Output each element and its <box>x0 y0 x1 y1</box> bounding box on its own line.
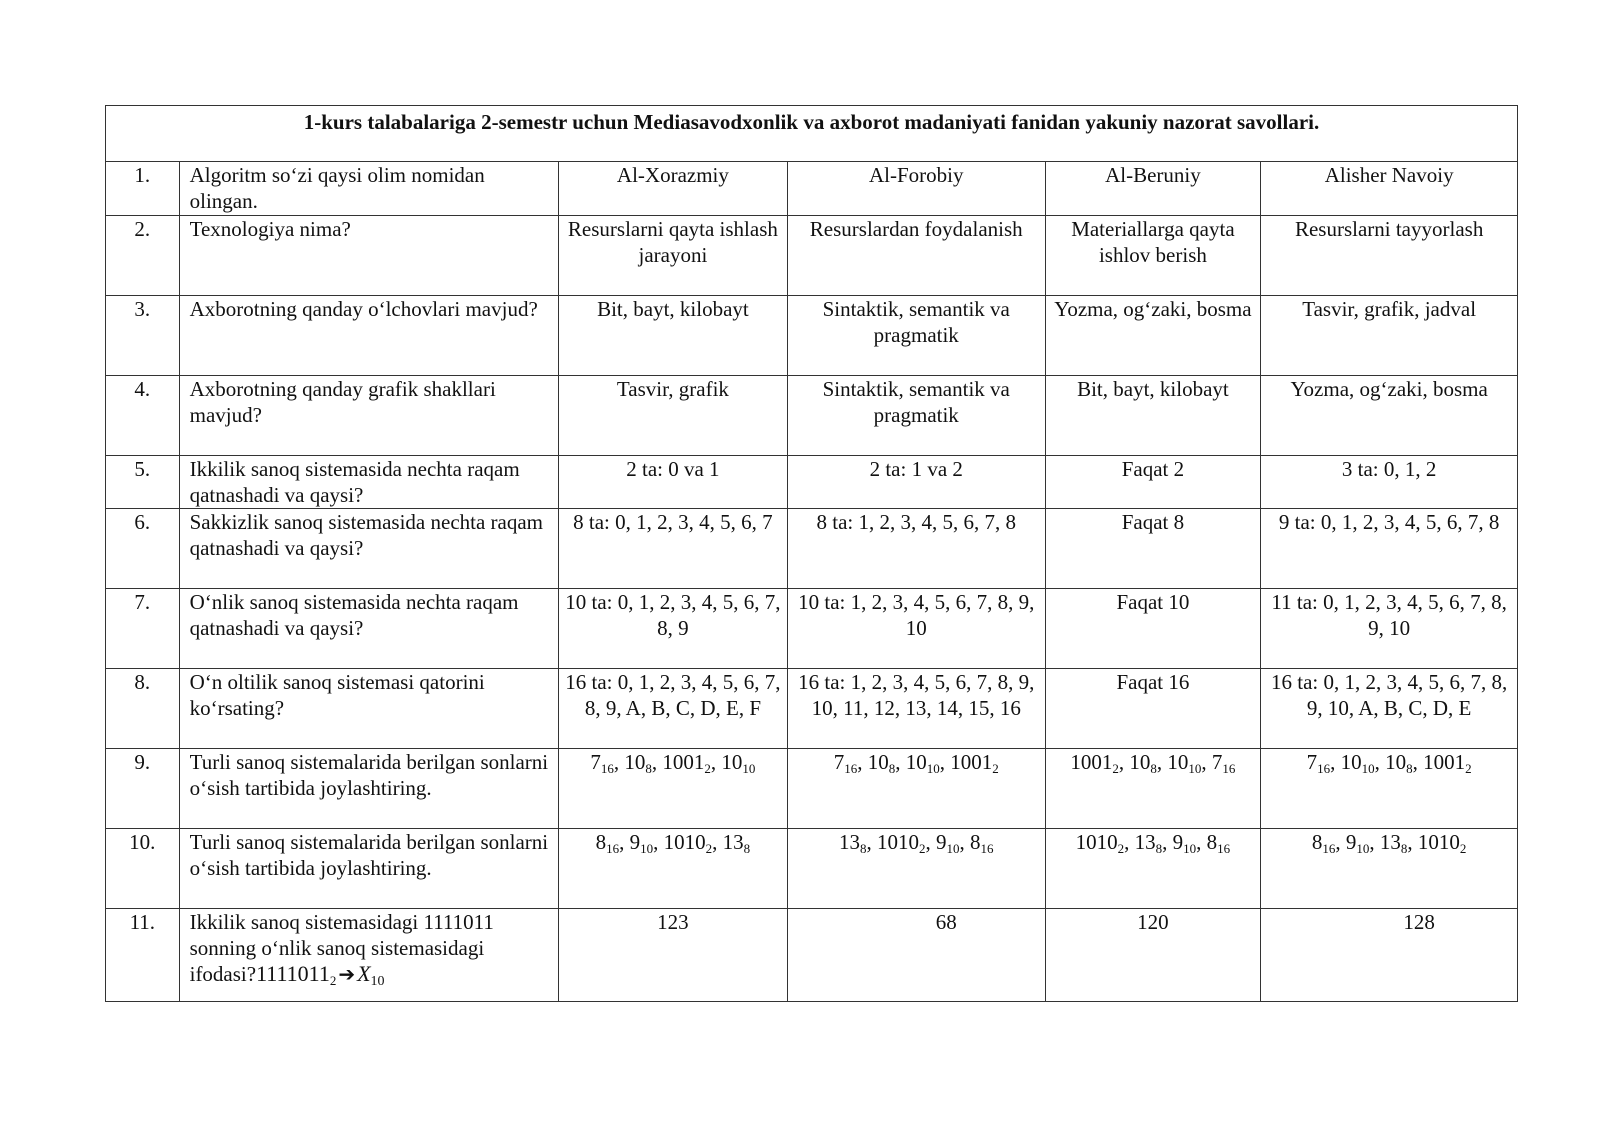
answer-option: 3 ta: 0, 1, 2 <box>1261 456 1518 509</box>
number-value: 1001 <box>1423 750 1466 774</box>
answer-option: Bit, bayt, kilobayt <box>1045 376 1261 456</box>
number-base: 16 <box>1317 761 1331 776</box>
question-row <box>106 589 1518 669</box>
answer-option-text: 68 <box>935 910 957 934</box>
answer-option: $13_8$, $1010_2$, $9_{10}$, $8_{16}$ <box>787 829 1045 909</box>
answer-option-text: 128 <box>1403 910 1435 934</box>
number-base: 8 <box>1406 761 1413 776</box>
answer-option: $8_{16}$, $9_{10}$, $13_8$, $1010_2$ <box>1261 829 1518 909</box>
question-label: Axborotning qanday o‘lchovlari mavjud? <box>189 297 538 321</box>
number-base: 8 <box>1400 841 1408 856</box>
number-value: 1010 <box>876 830 919 854</box>
number-base: 10 <box>1183 841 1197 856</box>
question-label: Ikkilik sanoq sistemasidagi 1111011 sonning o‘nlik sanoq sistemasidagi ifodasi? <box>189 910 494 986</box>
number-value: 13 <box>838 830 860 854</box>
number-value: 8 <box>595 830 607 854</box>
answer-option: Al-Xorazmiy <box>558 162 787 216</box>
number-base: 2 <box>704 761 711 776</box>
answer-option: Resurslarni qayta ishlash jarayoni <box>558 216 787 296</box>
answer-option: Resurslardan foydalanish <box>787 216 1045 296</box>
number-value: 7 <box>833 750 845 774</box>
number-base: 8 <box>888 761 896 776</box>
answer-option: Al-Forobiy <box>787 162 1045 216</box>
question-text <box>179 669 558 749</box>
question-row <box>106 909 1518 1002</box>
number-value: 10 <box>1129 750 1151 774</box>
number-value: 1001 <box>1070 750 1113 774</box>
answer-option: 8 ta: 1, 2, 3, 4, 5, 6, 7, 8 <box>787 509 1045 589</box>
question-row <box>106 669 1518 749</box>
question-row <box>106 749 1518 829</box>
formula-variable: X <box>357 961 371 986</box>
number-base: 2 <box>992 761 999 776</box>
number-value: 10 <box>1340 750 1362 774</box>
number-value: 9 <box>1172 830 1184 854</box>
question-row <box>106 829 1518 909</box>
answer-option: $1010_2$, $13_8$, $9_{10}$, $8_{16}$ <box>1045 829 1261 909</box>
number-value: 10 <box>905 750 927 774</box>
question-text <box>179 589 558 669</box>
question-text <box>179 749 558 829</box>
question-label: Sakkizlik sanoq sistemasida nechta raqam qatnashadi va qaysi? <box>189 510 544 560</box>
number-base: 16 <box>1222 761 1236 776</box>
number-value: 10 <box>721 750 743 774</box>
question-label: Ikkilik sanoq sistemasida nechta raqam qatnashadi va qaysi? <box>189 457 520 507</box>
number-value: 13 <box>722 830 744 854</box>
answer-option: 2 ta: 1 va 2 <box>787 456 1045 509</box>
answer-option: Bit, bayt, kilobayt <box>558 296 787 376</box>
number-value: 8 <box>1206 830 1218 854</box>
question-text <box>179 162 558 216</box>
answer-option: 10 ta: 0, 1, 2, 3, 4, 5, 6, 7, 8, 9 <box>558 589 787 669</box>
number-value: 9 <box>1345 830 1357 854</box>
number-value: 9 <box>629 830 641 854</box>
number-base: 10 <box>946 841 960 856</box>
answer-option: 120 <box>1045 909 1261 1002</box>
number-value: 8 <box>1311 830 1323 854</box>
answer-option: 16 ta: 0, 1, 2, 3, 4, 5, 6, 7, 8, 9, A, B, C, D, E, F <box>558 669 787 749</box>
number-value: 8 <box>969 830 981 854</box>
number-base: 2 <box>918 841 926 856</box>
question-number: 1. <box>106 162 180 216</box>
number-value: 1010 <box>1417 830 1460 854</box>
answer-option: Alisher Navoiy <box>1261 162 1518 216</box>
number-base: 10 <box>1188 761 1202 776</box>
answer-option: Tasvir, grafik <box>558 376 787 456</box>
answer-option: Resurslarni tayyorlash <box>1261 216 1518 296</box>
answer-option: Materiallarga qayta ishlov berish <box>1045 216 1261 296</box>
number-value: 10 <box>867 750 889 774</box>
formula-base-to: 10 <box>370 974 385 989</box>
question-number: 10. <box>106 829 180 909</box>
answer-option: Yozma, og‘zaki, bosma <box>1261 376 1518 456</box>
question-text <box>179 376 558 456</box>
number-value: 7 <box>590 750 601 774</box>
question-text <box>179 509 558 589</box>
number-value: 1001 <box>662 750 705 774</box>
answer-option <box>787 909 1045 1002</box>
quiz-table <box>105 105 1518 1002</box>
number-value: 9 <box>935 830 947 854</box>
answer-option: 16 ta: 1, 2, 3, 4, 5, 6, 7, 8, 9, 10, 11, 12, 13, 14, 15, 16 <box>787 669 1045 749</box>
answer-option: $1001_2$, $10_8$, $10_{10}$, $7_{16}$ <box>1045 749 1261 829</box>
number-base: 16 <box>1217 841 1231 856</box>
question-label: Turli sanoq sistemalarida berilgan sonlarni o‘sish tartibida joylashtiring. <box>189 750 549 800</box>
number-base: 10 <box>742 761 756 776</box>
answer-option: 2 ta: 0 va 1 <box>558 456 787 509</box>
question-row <box>106 456 1518 509</box>
answer-option: $7_{16}$, $10_8$, $1001_2$, $10_{10}$ <box>558 749 787 829</box>
answer-option: 16 ta: 0, 1, 2, 3, 4, 5, 6, 7, 8, 9, 10, A, B, C, D, E <box>1261 669 1518 749</box>
question-text <box>179 909 558 1002</box>
answer-option <box>1261 909 1518 1002</box>
answer-option: Yozma, og‘zaki, bosma <box>1045 296 1261 376</box>
number-value: 10 <box>1167 750 1189 774</box>
question-number: 7. <box>106 589 180 669</box>
number-base: 10 <box>1356 841 1370 856</box>
question-label: O‘n oltilik sanoq sistemasi qatorini ko‘rsating? <box>189 670 485 720</box>
question-text <box>179 216 558 296</box>
number-value: 1010 <box>663 830 706 854</box>
arrow-right-icon: ➔ <box>338 964 356 986</box>
question-row <box>106 216 1518 296</box>
number-base: 16 <box>600 761 614 776</box>
question-text <box>179 829 558 909</box>
answer-option: Faqat 8 <box>1045 509 1261 589</box>
number-base: 10 <box>640 841 654 856</box>
number-base: 8 <box>1150 761 1157 776</box>
answer-option: $8_{16}$, $9_{10}$, $1010_2$, $13_8$ <box>558 829 787 909</box>
question-number: 3. <box>106 296 180 376</box>
question-number: 5. <box>106 456 180 509</box>
number-value: 13 <box>1134 830 1156 854</box>
answer-option: Faqat 2 <box>1045 456 1261 509</box>
number-base: 2 <box>705 841 713 856</box>
number-base: 8 <box>1155 841 1163 856</box>
number-base: 8 <box>743 841 751 856</box>
number-value: 13 <box>1379 830 1401 854</box>
answer-option: Sintaktik, semantik va pragmatik <box>787 296 1045 376</box>
question-number: 4. <box>106 376 180 456</box>
question-label: Algoritm so‘zi qaysi olim nomidan olingan. <box>189 163 485 213</box>
number-base: 2 <box>1117 841 1125 856</box>
number-base: 16 <box>980 841 994 856</box>
number-base: 16 <box>844 761 858 776</box>
question-label: Texnologiya nima? <box>189 217 351 241</box>
document-title: 1-kurs talabalariga 2-semestr uchun Mediasavodxonlik va axborot madaniyati fanidan yakuniy nazorat savollari. <box>106 106 1518 162</box>
question-number: 8. <box>106 669 180 749</box>
answer-option: Faqat 10 <box>1045 589 1261 669</box>
answer-option: 11 ta: 0, 1, 2, 3, 4, 5, 6, 7, 8, 9, 10 <box>1261 589 1518 669</box>
formula-number: 1111011 <box>256 961 330 986</box>
answer-option: 10 ta: 1, 2, 3, 4, 5, 6, 7, 8, 9, 10 <box>787 589 1045 669</box>
number-base: 8 <box>645 761 652 776</box>
number-base: 16 <box>606 841 620 856</box>
answer-option: Sintaktik, semantik va pragmatik <box>787 376 1045 456</box>
question-row <box>106 376 1518 456</box>
question-number: 6. <box>106 509 180 589</box>
number-value: 1001 <box>950 750 993 774</box>
answer-option: $7_{16}$, $10_{10}$, $10_8$, $1001_2$ <box>1261 749 1518 829</box>
number-value: 10 <box>624 750 646 774</box>
number-value: 10 <box>1385 750 1407 774</box>
answer-option: 123 <box>558 909 787 1002</box>
answer-option: 9 ta: 0, 1, 2, 3, 4, 5, 6, 7, 8 <box>1261 509 1518 589</box>
formula-base-from: 2 <box>329 973 337 988</box>
question-number: 9. <box>106 749 180 829</box>
quiz-table-body <box>106 106 1518 1002</box>
question-text <box>179 456 558 509</box>
title-row <box>106 106 1518 162</box>
answer-option: $7_{16}$, $10_8$, $10_{10}$, $1001_2$ <box>787 749 1045 829</box>
question-number: 2. <box>106 216 180 296</box>
number-value: 1010 <box>1075 830 1118 854</box>
question-number: 11. <box>106 909 180 1002</box>
number-base: 2 <box>1112 761 1119 776</box>
question-row <box>106 296 1518 376</box>
number-base: 16 <box>1322 841 1336 856</box>
question-row <box>106 162 1518 216</box>
number-base: 2 <box>1459 841 1467 856</box>
question-label: Turli sanoq sistemalarida berilgan sonlarni o‘sish tartibida joylashtiring. <box>189 830 549 880</box>
answer-option: 8 ta: 0, 1, 2, 3, 4, 5, 6, 7 <box>558 509 787 589</box>
number-base: 10 <box>926 761 940 776</box>
question-row <box>106 509 1518 589</box>
number-value: 7 <box>1211 750 1223 774</box>
number-value: 7 <box>1306 750 1318 774</box>
question-text <box>179 296 558 376</box>
number-base: 10 <box>1361 761 1375 776</box>
answer-option: Al-Beruniy <box>1045 162 1261 216</box>
number-base: 2 <box>1465 761 1472 776</box>
number-base: 8 <box>859 841 867 856</box>
conversion-formula <box>256 961 385 989</box>
answer-option: Faqat 16 <box>1045 669 1261 749</box>
question-label: Axborotning qanday grafik shakllari mavjud? <box>189 377 496 427</box>
answer-option: Tasvir, grafik, jadval <box>1261 296 1518 376</box>
question-label: O‘nlik sanoq sistemasida nechta raqam qatnashadi va qaysi? <box>189 590 519 640</box>
